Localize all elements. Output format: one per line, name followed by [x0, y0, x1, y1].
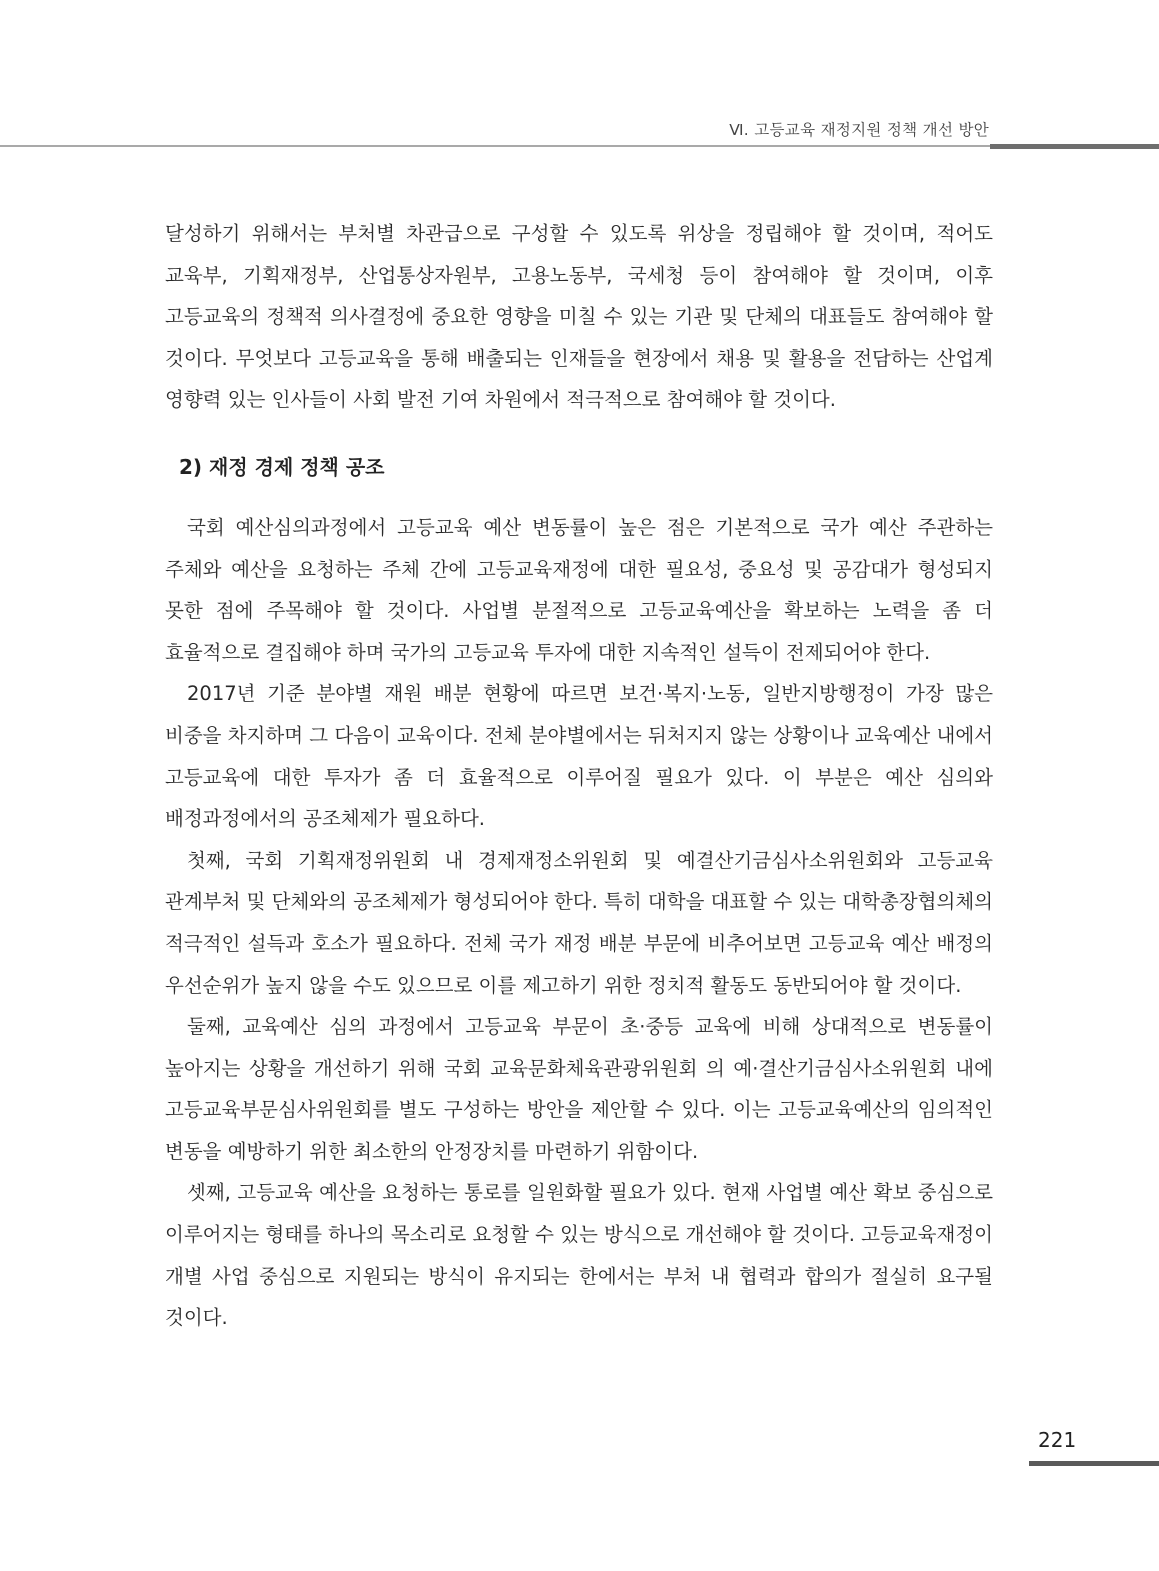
page-body	[165, 213, 993, 1339]
paragraph-national-assembly: 국회 예산심의과정에서 고등교육 예산 변동률이 높은 점은 기본적으로 국가 예산 주관하는 주체와 예산을 요청하는 주체 간에 고등교육재정에 대한 필요성, 중요성 및 공감대가 형성되지 못한 점에 주목해야 할 것이다. 사업별 분절적으로 고등교육예산을 확보하는 노력을 좀 더 효율적으로 결집해야 하며 국가의 고등교육 투자에 대한 지속적인 설득이 전제되어야 한다.	[165, 515, 993, 664]
section-heading: 2) 재정 경제 정책 공조	[179, 454, 385, 479]
page-number: 221	[1038, 1428, 1077, 1452]
paragraph-second-point: 둘째, 교육예산 심의 과정에서 고등교육 부문이 초·중등 교육에 비해 상대적으로 변동률이 높아지는 상황을 개선하기 위해 국회 교육문화체육관광위원회 의 예·결산기금심사소위원회 내에 고등교육부문심사위원회를 별도 구성하는 방안을 제안할 수 있다. 이는 고등교육예산의 임의적인 변동을 예방하기 위한 최소한의 안정장치를 마련하기 위함이다.	[165, 1015, 993, 1163]
paragraph-third-point: 셋째, 고등교육 예산을 요청하는 통로를 일원화할 필요가 있다. 현재 사업별 예산 확보 중심으로 이루어지는 형태를 하나의 목소리로 요청할 수 있는 방식으로 개선해야 할 것이다. 고등교육재정이 개별 사업 중심으로 지원되는 방식이 유지되는 한에서는 부처 내 협력과 합의가 절실히 요구될 것이다.	[165, 1181, 993, 1330]
paragraph-2017-allocation: 2017년 기준 분야별 재원 배분 현황에 따르면 보건·복지·노동, 일반지방행정이 가장 많은 비중을 차지하며 그 다음이 교육이다. 전체 분야별에서는 뒤처지지 않는 상황이나 교육예산 내에서 고등교육에 대한 투자가 좀 더 효율적으로 이루어질 필요가 있다. 이 부분은 예산 심의와 배정과정에서의 공조체제가 필요하다.	[165, 682, 993, 831]
footer-divider	[1029, 1461, 1159, 1466]
running-header: Ⅵ. 고등교육 재정지원 정책 개선 방안	[729, 121, 989, 139]
header-divider	[0, 145, 990, 147]
intro-paragraph: 달성하기 위해서는 부처별 차관급으로 구성할 수 있도록 위상을 정립해야 할 것이며, 적어도 교육부, 기획재정부, 산업통상자원부, 고용노동부, 국세청 등이 참여해야 할 것이며, 이후 고등교육의 정책적 의사결정에 중요한 영향을 미칠 수 있는 기관 및 단체의 대표들도 참여해야 할 것이다. 무엇보다 고등교육을 통해 배출되는 인재들을 현장에서 채용 및 활용을 전담하는 산업계 영향력 있는 인사들이 사회 발전 기여 차원에서 적극적으로 참여해야 할 것이다.	[165, 222, 993, 412]
header-divider-accent	[990, 144, 1159, 149]
paragraph-first-point: 첫째, 국회 기획재정위원회 내 경제재정소위원회 및 예결산기금심사소위원회와 고등교육 관계부처 및 단체와의 공조체제가 형성되어야 한다. 특히 대학을 대표할 수 있는 대학총장협의체의 적극적인 설득과 호소가 필요하다. 전체 국가 재정 배분 부문에 비추어보면 고등교육 예산 배정의 우선순위가 높지 않을 수도 있으므로 이를 제고하기 위한 정치적 활동도 동반되어야 할 것이다.	[165, 848, 993, 997]
